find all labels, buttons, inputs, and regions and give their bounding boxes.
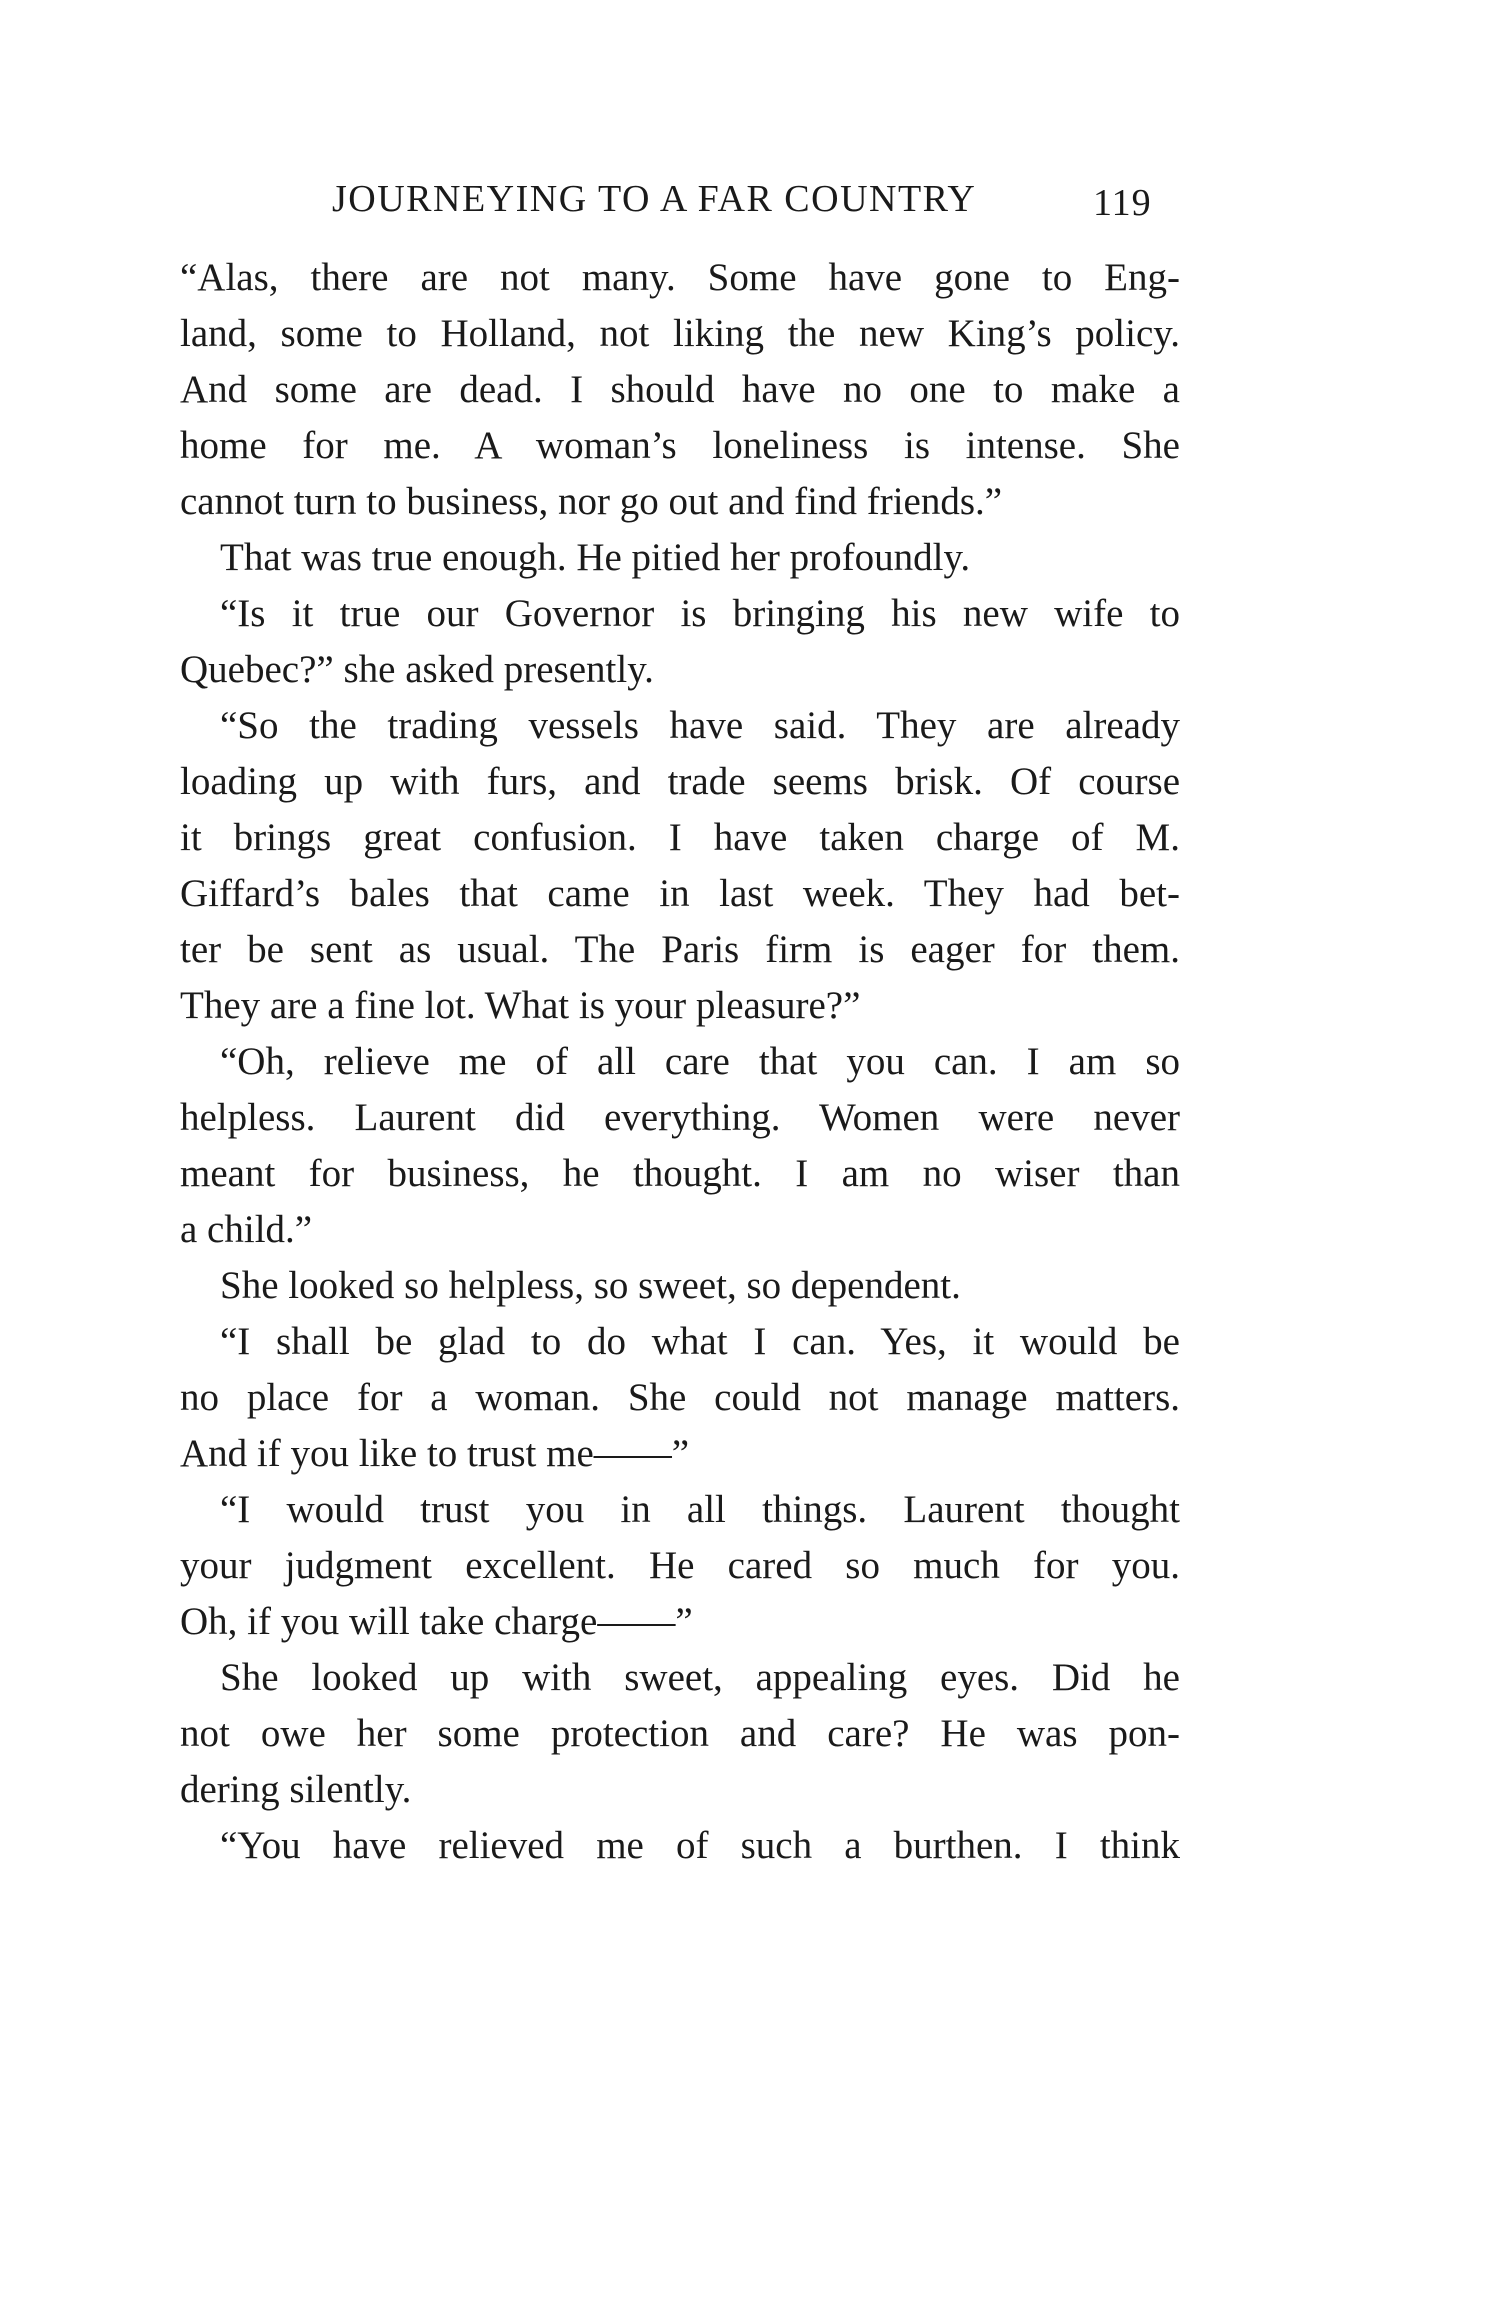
text-line: She looked up with sweet, appealing eyes. Did he xyxy=(220,1656,1180,1699)
text-line: “Oh, relieve me of all care that you can. I am so xyxy=(220,1040,1180,1083)
text-line: “I shall be glad to do what I can. Yes, it would be xyxy=(220,1320,1180,1363)
text-line: it brings great confusion. I have taken charge of M. xyxy=(180,816,1180,859)
text-line: helpless. Laurent did everything. Women were never xyxy=(180,1096,1180,1139)
text-line: a child.” xyxy=(180,1208,313,1251)
running-title: JOURNEYING TO A FAR COUNTRY xyxy=(332,178,977,220)
text-line: That was true enough. He pitied her profoundly. xyxy=(220,536,971,579)
text-line: And some are dead. I should have no one to make a xyxy=(180,368,1180,411)
text-line: “Alas, there are not many. Some have gone to Eng- xyxy=(180,256,1180,299)
text-line: loading up with furs, and trade seems brisk. Of course xyxy=(180,760,1180,803)
body-text xyxy=(180,250,1180,1874)
text-line: no place for a woman. She could not manage matters. xyxy=(180,1376,1180,1419)
text-line: They are a fine lot. What is your pleasure?” xyxy=(180,984,861,1027)
text-line: cannot turn to business, nor go out and find friends.” xyxy=(180,480,1003,523)
text-line: not owe her some protection and care? He was pon- xyxy=(180,1712,1180,1755)
text-line: And if you like to trust me——” xyxy=(180,1432,690,1475)
text-line: She looked so helpless, so sweet, so dependent. xyxy=(220,1264,961,1307)
page-number: 119 xyxy=(1093,182,1152,224)
running-head xyxy=(180,174,1180,224)
text-line: Oh, if you will take charge——” xyxy=(180,1600,693,1643)
text-line: “So the trading vessels have said. They are already xyxy=(220,704,1180,747)
text-line: “Is it true our Governor is bringing his new wife to xyxy=(220,592,1180,635)
text-line: Giffard’s bales that came in last week. They had bet- xyxy=(180,872,1180,915)
text-line: land, some to Holland, not liking the new King’s policy. xyxy=(180,312,1180,355)
text-line: your judgment excellent. He cared so much for you. xyxy=(180,1544,1180,1587)
text-line: “I would trust you in all things. Laurent thought xyxy=(220,1488,1180,1531)
text-line: meant for business, he thought. I am no wiser than xyxy=(180,1152,1180,1195)
text-line: dering silently. xyxy=(180,1768,412,1811)
text-line: home for me. A woman’s loneliness is intense. She xyxy=(180,424,1180,467)
text-line: “You have relieved me of such a burthen. I think xyxy=(220,1824,1180,1867)
text-line: Quebec?” she asked presently. xyxy=(180,648,654,691)
text-line: ter be sent as usual. The Paris firm is eager for them. xyxy=(180,928,1180,971)
